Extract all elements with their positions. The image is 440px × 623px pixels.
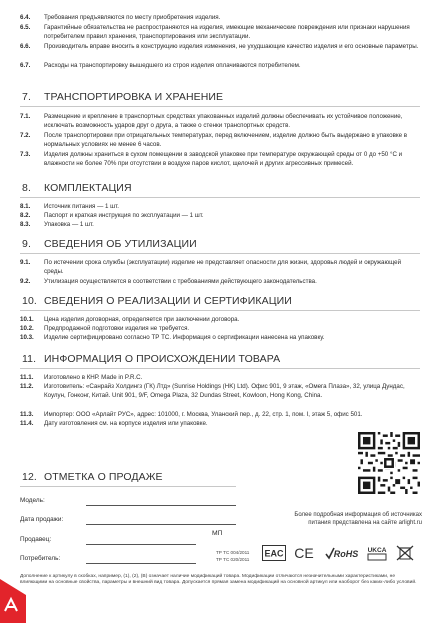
qr-code-icon[interactable] <box>358 432 420 494</box>
clause-number: 6.6. <box>20 43 31 50</box>
section-divider <box>20 253 420 254</box>
clause-text: Изделие сертифицировано согласно ТР ТС. Информация о сертификации нанесена на упаковку. <box>44 334 325 341</box>
clause-number: 11.2. <box>20 383 34 390</box>
section-title: ТРАНСПОРТИРОВКА И ХРАНЕНИЕ <box>44 91 224 103</box>
section-number: 11. <box>22 353 37 365</box>
clause-number: 10.1. <box>20 316 34 323</box>
seller-field[interactable] <box>86 544 196 545</box>
clause-9-1 <box>20 259 420 276</box>
rohs-mark-text: RoHS <box>333 549 359 559</box>
clause-text: Упаковка — 1 шт. <box>44 221 94 228</box>
clause-number: 10.2. <box>20 325 34 332</box>
buyer-label: Потребитель: <box>20 555 61 562</box>
clause-11-2 <box>20 383 420 400</box>
clause-10-3 <box>20 334 420 343</box>
model-label: Модель: <box>20 497 45 504</box>
section-divider <box>20 106 420 107</box>
clause-8-2 <box>20 212 420 221</box>
tr-ts-020: ТР ТС 020/2011 <box>216 557 250 562</box>
ce-mark-icon <box>292 545 316 561</box>
clause-6-7 <box>20 62 420 71</box>
clause-text: Расходы на транспортировку вышедшего из строя изделия оплачиваются потребителем. <box>44 62 301 69</box>
section-title: СВЕДЕНИЯ ОБ УТИЛИЗАЦИИ <box>44 238 197 250</box>
clause-number: 6.4. <box>20 14 31 21</box>
section-title: СВЕДЕНИЯ О РЕАЛИЗАЦИИ И СЕРТИФИКАЦИИ <box>44 295 292 307</box>
clause-text: Изготовлено в КНР. Made in P.R.C. <box>44 374 143 381</box>
clause-text: Цена изделия договорная, определяется при заключении договора. <box>44 316 240 323</box>
clause-number: 10.3. <box>20 334 34 341</box>
clause-10-1 <box>20 316 420 325</box>
clause-10-2 <box>20 325 420 334</box>
seller-label: Продавец: <box>20 536 52 543</box>
clause-number: 6.5. <box>20 24 31 31</box>
clause-text: Гарантийные обязательства не распространяются на изделия, имеющие механические повреждения или признаки нарушения потребителем правил хранения, транспортирования или эксплуатации. <box>44 24 410 40</box>
clause-text: После транспортировки при отрицательных температурах, перед включением, изделие должно быть выдержано в упаковке в нормальных условиях не менее 6 часов. <box>44 132 408 148</box>
clause-11-3 <box>20 411 420 420</box>
clause-number: 7.2. <box>20 132 31 139</box>
section-heading-8 <box>22 182 132 194</box>
clause-text: Требования предъявляются по месту приобретения изделия. <box>44 14 221 21</box>
clause-number: 9.2. <box>20 278 31 285</box>
section-heading-9 <box>22 238 197 250</box>
footnote: Дополнение к артикулу в скобках, например, (1), (2), (В) означает наличие модификаций товара. Модификации отличаются незначительными характеристиками, не влияющими на основные свойства, параметры и внешний вид товара. Допускается прямая замена модификаций на основной артикул или наоборот без каких-либо условий. <box>20 574 417 586</box>
certification-marks <box>262 545 422 561</box>
clause-text: Предпродажной подготовки изделия не требуется. <box>44 325 190 332</box>
clause-number: 11.1. <box>20 374 34 381</box>
model-field[interactable] <box>86 505 236 506</box>
section-title: ИНФОРМАЦИЯ О ПРОИСХОЖДЕНИИ ТОВАРА <box>44 353 281 365</box>
clause-number: 11.4. <box>20 420 34 427</box>
ukca-mark-text: UKCA <box>367 547 387 554</box>
ukca-mark-icon <box>366 545 388 561</box>
clause-number: 7.3. <box>20 151 31 158</box>
tr-ts-list <box>216 549 249 563</box>
eac-mark-icon <box>262 545 286 561</box>
clause-text: Размещение и крепление в транспортных средствах упакованных изделий должны обеспечивать их устойчивое положение, исключать возможность ударов друг о друга, а также о стенки транспортных средств. <box>44 113 403 129</box>
clause-number: 6.7. <box>20 62 31 69</box>
qr-note: Более подробная информация об источниках питания представлена на сайте arlight.ru <box>294 512 422 526</box>
sale-date-field[interactable] <box>86 524 236 525</box>
tr-ts-004: ТР ТС 004/2011 <box>216 550 250 555</box>
section-divider <box>20 310 420 311</box>
clause-11-4 <box>20 420 420 429</box>
clause-number: 8.3. <box>20 221 31 228</box>
section-number: 10. <box>22 295 37 307</box>
clause-11-1 <box>20 374 420 383</box>
section-heading-12 <box>22 471 163 483</box>
section-heading-11 <box>22 353 280 365</box>
clause-text: Производитель вправе вносить в конструкцию изделия изменения, не ухудшающие качество изделия и его основные параметры. <box>44 43 419 50</box>
clause-number: 9.1. <box>20 259 31 266</box>
clause-text: По истечении срока службы (эксплуатации) изделие не представляет опасности для жизни, здоровья людей и окружающей среды. <box>44 259 402 275</box>
clause-text: Утилизация осуществляется в соответствии с требованиями действующего законодательства. <box>44 278 317 285</box>
stamp-label: МП <box>212 530 223 537</box>
clause-6-6 <box>20 43 420 52</box>
weee-bin-icon <box>396 545 414 561</box>
section-title: ОТМЕТКА О ПРОДАЖЕ <box>44 471 163 483</box>
clause-text: Изделия должны храниться в сухом помещении в заводской упаковке при температуре окружающей среды от 0 до +50 °С и влажности не более 70% при отсутствии в воздухе паров кислот, щелочей и других агрессивных примесей. <box>44 151 403 167</box>
section-divider <box>20 197 420 198</box>
clause-text: Импортер: ООО «Арлайт РУС», адрес: 101000, г. Москва, Уланский пер., д. 22, стр. 1, пом. I, этаж 5, офис 501. <box>44 411 363 418</box>
clause-number: 8.1. <box>20 203 31 210</box>
section-title: КОМПЛЕКТАЦИЯ <box>44 182 132 194</box>
clause-7-2 <box>20 132 420 149</box>
clause-text: Дату изготовления см. на корпусе изделия или упаковке. <box>44 420 208 427</box>
section-divider <box>20 486 236 487</box>
clause-number: 11.3. <box>20 411 34 418</box>
section-divider <box>20 368 420 369</box>
rohs-mark-icon <box>324 545 360 561</box>
clause-number: 8.2. <box>20 212 31 219</box>
clause-9-2 <box>20 278 420 287</box>
clause-8-1 <box>20 203 420 212</box>
clause-text: Источник питания — 1 шт. <box>44 203 119 210</box>
sale-date-label: Дата продажи: <box>20 516 64 523</box>
clause-6-4 <box>20 14 420 23</box>
section-number: 8. <box>22 182 31 194</box>
clause-text: Изготовитель: «Санрайз Холдингз (ГК) Лтд» (Sunrise Holdings (HK) Ltd). Офис 901, 9 этаж, «Омега Плаза», 32, улица Дундас, Коулун, Гонконг, Китай. Unit 901, 9/F, Omega Plaza, 32 Dundas Street, Kowloon, Hong Kong, China. <box>44 383 405 399</box>
eac-mark-text: EAC <box>264 548 284 559</box>
section-heading-10 <box>22 295 292 307</box>
buyer-field[interactable] <box>86 563 196 564</box>
ce-mark-text: CE <box>294 545 314 561</box>
section-heading-7 <box>22 91 223 103</box>
clause-8-3 <box>20 221 420 230</box>
clause-6-5 <box>20 24 420 41</box>
section-number: 9. <box>22 238 31 250</box>
brand-logo-icon <box>0 573 26 623</box>
clause-7-1 <box>20 113 420 130</box>
clause-text: Паспорт и краткая инструкция по эксплуатации — 1 шт. <box>44 212 204 219</box>
section-number: 12. <box>22 471 37 483</box>
clause-7-3 <box>20 151 420 168</box>
section-number: 7. <box>22 91 31 103</box>
clause-number: 7.1. <box>20 113 31 120</box>
